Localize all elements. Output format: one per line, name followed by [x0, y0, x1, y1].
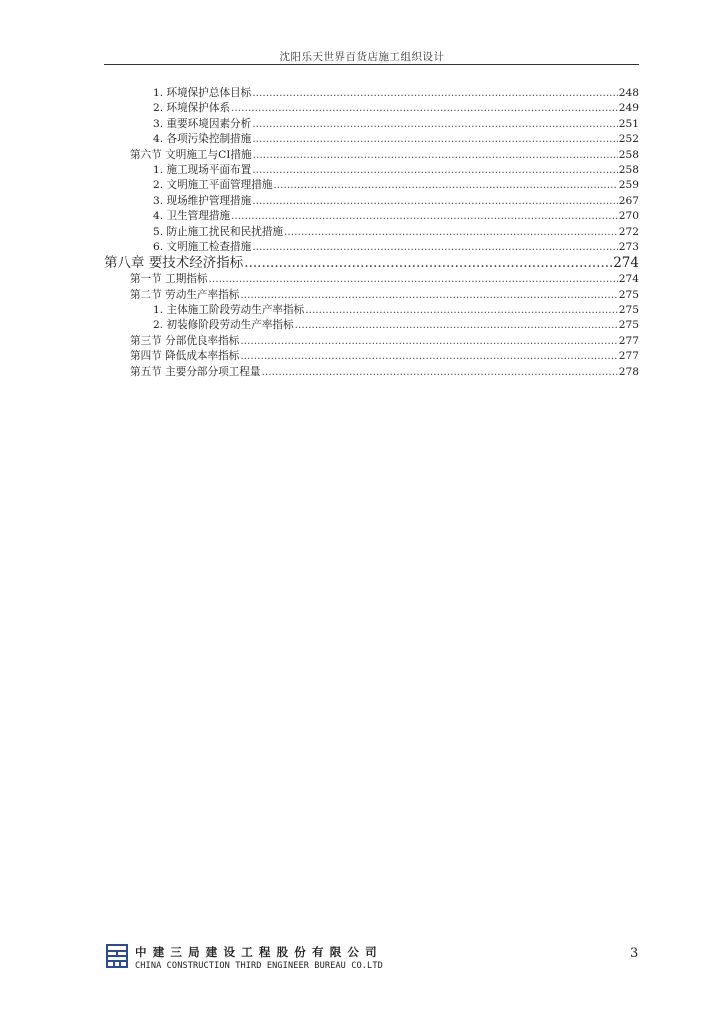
- toc-section-entry[interactable]: [104, 349, 639, 364]
- toc-subsection-entry[interactable]: [104, 209, 639, 224]
- toc-entry-page: 251: [618, 117, 639, 130]
- toc-subsection-entry[interactable]: [104, 101, 639, 116]
- toc-dot-leader: [252, 240, 618, 255]
- toc-dot-leader: [262, 365, 618, 380]
- toc-dot-leader: [295, 318, 618, 333]
- toc-dot-leader: [244, 255, 612, 272]
- toc-subsection-entry[interactable]: [104, 225, 639, 240]
- company-logo-icon: [106, 944, 128, 968]
- table-of-contents: [104, 86, 639, 380]
- toc-entry-title: 第五节 主要分部分项工程量: [130, 365, 261, 378]
- toc-entry-title: 1. 环境保护总体目标: [153, 87, 252, 99]
- toc-subsection-entry[interactable]: [104, 303, 639, 318]
- toc-dot-leader: [252, 194, 618, 209]
- toc-dot-leader: [252, 86, 618, 101]
- toc-subsection-entry[interactable]: [104, 132, 639, 147]
- toc-dot-leader: [252, 163, 618, 178]
- toc-entry-page: 274: [613, 255, 639, 272]
- toc-entry-page: 249: [618, 102, 639, 115]
- toc-entry-title: 2. 初装修阶段劳动生产率指标: [153, 319, 294, 332]
- toc-entry-page: 275: [618, 319, 639, 332]
- toc-entry-page: 252: [618, 133, 639, 146]
- toc-entry-title: 第八章 要技术经济指标: [104, 255, 244, 272]
- toc-dot-leader: [240, 349, 617, 364]
- toc-subsection-entry[interactable]: [104, 86, 639, 101]
- toc-subsection-entry[interactable]: [104, 117, 639, 132]
- toc-entry-title: 2. 环境保护体系: [153, 102, 231, 115]
- toc-entry-title: 2. 文明施工平面管理措施: [153, 179, 273, 192]
- toc-entry-page: 274: [618, 273, 639, 286]
- toc-entry-title: 3. 现场维护管理措施: [153, 194, 252, 207]
- toc-dot-leader: [252, 132, 618, 147]
- toc-entry-page: 275: [618, 288, 639, 301]
- toc-subsection-entry[interactable]: [104, 163, 639, 178]
- toc-dot-leader: [231, 101, 618, 116]
- toc-entry-title: 第一节 工期指标: [130, 273, 208, 286]
- toc-entry-page: 258: [618, 163, 639, 176]
- toc-section-entry[interactable]: [104, 334, 639, 349]
- toc-entry-page: 277: [618, 350, 639, 363]
- toc-entry-page: 272: [618, 225, 639, 238]
- toc-dot-leader: [284, 225, 618, 240]
- footer-company-name-cn: 中建三局建设工程股份有限公司: [135, 945, 383, 959]
- toc-section-entry[interactable]: [104, 288, 639, 303]
- toc-entry-title: 4. 卫生管理措施: [153, 210, 231, 223]
- toc-subsection-entry[interactable]: [104, 194, 639, 209]
- toc-entry-page: 270: [618, 210, 639, 223]
- toc-dot-leader: [273, 178, 617, 193]
- toc-entry-page: 259: [618, 179, 639, 192]
- toc-entry-page: 277: [618, 334, 639, 347]
- footer-company-name-en: CHINA CONSTRUCTION THIRD ENGINEER BUREAU CO.LTD: [135, 961, 383, 971]
- toc-entry-page: 258: [618, 148, 639, 161]
- toc-entry-title: 第三节 分部优良率指标: [130, 334, 240, 347]
- toc-subsection-entry[interactable]: [104, 178, 639, 193]
- toc-entry-page: 248: [618, 87, 639, 99]
- toc-dot-leader: [240, 334, 617, 349]
- toc-dot-leader: [240, 288, 617, 303]
- header-divider: [104, 64, 639, 65]
- toc-entry-page: 278: [618, 365, 639, 378]
- toc-dot-leader: [252, 117, 618, 132]
- toc-entry-page: 267: [618, 194, 639, 207]
- toc-entry-title: 5. 防止施工扰民和民扰措施: [153, 225, 284, 238]
- page-number: 3: [630, 946, 639, 961]
- toc-section-entry[interactable]: [104, 148, 639, 163]
- toc-section-entry[interactable]: [104, 365, 639, 380]
- toc-dot-leader: [253, 148, 618, 163]
- toc-section-entry[interactable]: [104, 272, 639, 287]
- page-header-title: 沈阳乐天世界百货店施工组织设计: [279, 51, 445, 63]
- toc-entry-title: 第二节 劳动生产率指标: [130, 288, 240, 301]
- toc-entry-page: 275: [618, 304, 639, 317]
- toc-entry-title: 第四节 降低成本率指标: [130, 350, 240, 363]
- toc-entry-title: 6. 文明施工检查措施: [153, 240, 252, 253]
- toc-entry-title: 3. 重要环境因素分析: [153, 117, 252, 130]
- toc-entry-page: 273: [618, 240, 639, 253]
- toc-entry-title: 1. 主体施工阶段劳动生产率指标: [153, 304, 305, 317]
- toc-entry-title: 第六节 文明施工与CI措施: [130, 148, 252, 161]
- toc-dot-leader: [209, 272, 618, 287]
- toc-subsection-entry[interactable]: [104, 240, 639, 255]
- toc-chapter-entry[interactable]: [104, 255, 639, 272]
- toc-entry-title: 4. 各项污染控制措施: [153, 133, 252, 146]
- toc-dot-leader: [231, 209, 618, 224]
- toc-subsection-entry[interactable]: [104, 318, 639, 333]
- toc-entry-title: 1. 施工现场平面布置: [153, 163, 252, 176]
- toc-dot-leader: [305, 303, 618, 318]
